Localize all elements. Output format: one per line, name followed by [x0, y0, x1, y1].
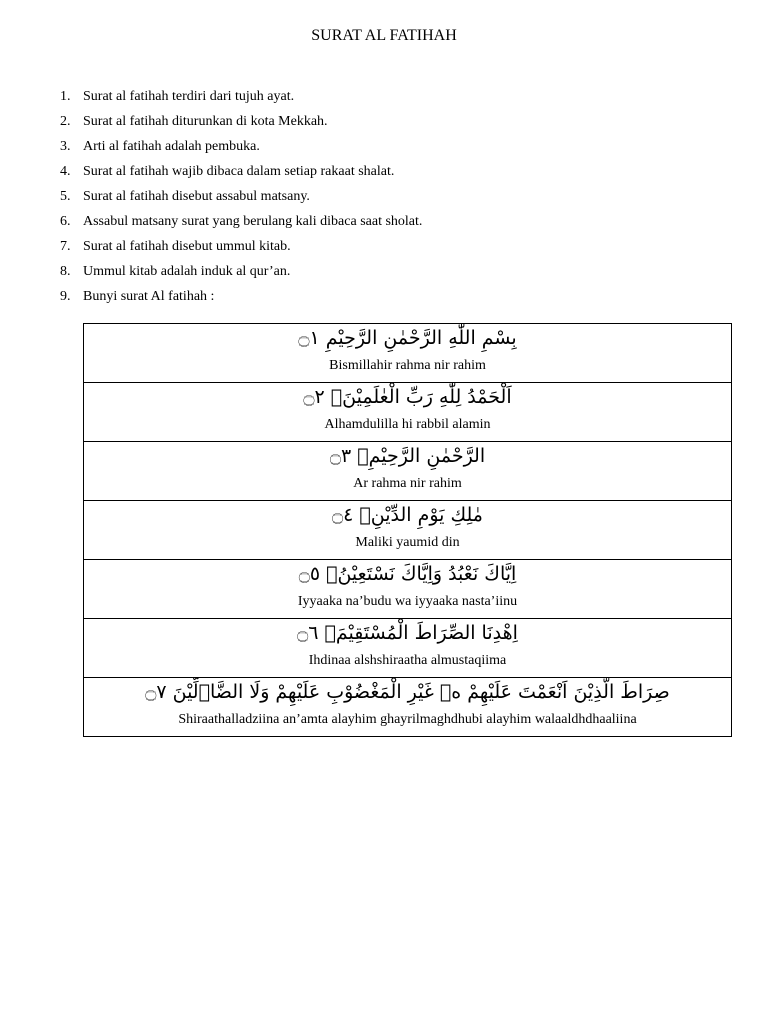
list-item-number: 5. — [60, 189, 71, 204]
list-item-text: Surat al fatihah disebut assabul matsany. — [83, 189, 310, 204]
ayat-row — [84, 442, 731, 501]
arabic-verse: الرَّحْمٰنِ الرَّحِيْمِۙ ۝٣ — [329, 445, 486, 467]
ayat-row — [84, 383, 731, 442]
list-item — [0, 184, 768, 209]
list-item — [0, 109, 768, 134]
list-item-number: 6. — [60, 214, 71, 229]
list-item — [0, 234, 768, 259]
verse-transliteration: Alhamdulilla hi rabbil alamin — [324, 417, 491, 432]
verse-transliteration: Iyyaaka na’budu wa iyyaaka nasta’iinu — [297, 594, 518, 609]
list-item-text: Ummul kitab adalah induk al qur’an. — [83, 264, 291, 279]
ayat-row — [84, 560, 731, 619]
page-title: SURAT AL FATIHAH — [311, 27, 457, 44]
verse-transliteration: Ihdinaa alshshiraatha almustaqiima — [308, 653, 507, 668]
list-item-number: 4. — [60, 164, 71, 179]
list-item-text: Assabul matsany surat yang berulang kali dibaca saat sholat. — [83, 214, 423, 229]
list-item-text: Surat al fatihah wajib dibaca dalam setiap rakaat shalat. — [83, 164, 395, 179]
list-item — [0, 159, 768, 184]
list-item — [0, 134, 768, 159]
verse-transliteration: Bismillahir rahma nir rahim — [329, 358, 486, 373]
verse-transliteration: Ar rahma nir rahim — [353, 476, 462, 491]
arabic-verse: مٰلِكِ يَوْمِ الدِّيْنِۗ ۝٤ — [331, 504, 483, 526]
list-item-number: 8. — [60, 264, 71, 279]
arabic-verse: اِهْدِنَا الصِّرَاطَ الْمُسْتَقِيْمَۙ ۝٦ — [297, 622, 518, 644]
verse-transliteration: Shiraathalladziina an’amta alayhim ghayrilmaghdhubi alayhim walaaldhdhaaliina — [178, 712, 637, 727]
list-item — [0, 259, 768, 284]
arabic-verse: اِيَّاكَ نَعْبُدُ وَاِيَّاكَ نَسْتَعِيْنُۗ ۝٥ — [298, 563, 517, 585]
list-item — [0, 209, 768, 234]
list-item-text: Surat al fatihah diturunkan di kota Mekkah. — [83, 114, 328, 129]
arabic-verse: اَلْحَمْدُ لِلّٰهِ رَبِّ الْعٰلَمِيْنَۙ ۝٢ — [303, 386, 512, 408]
list-item-text: Surat al fatihah terdiri dari tujuh ayat. — [83, 89, 295, 104]
list-item-number: 3. — [60, 139, 71, 154]
arabic-verse: بِسْمِ اللّٰهِ الرَّحْمٰنِ الرَّحِيْمِ ۝١ — [298, 327, 517, 349]
list-item-number: 2. — [60, 114, 71, 129]
ayat-row — [84, 619, 731, 678]
list-item-text: Surat al fatihah disebut ummul kitab. — [83, 239, 291, 254]
arabic-verse: صِرَاطَ الَّذِيْنَ اَنْعَمْتَ عَلَيْهِمْ ەۙ غَيْرِ الْمَغْضُوْبِ عَلَيْهِمْ وَلَا الضَّاۤلِّيْنَ ۝٧ — [145, 681, 670, 703]
ayat-row — [84, 324, 731, 383]
ayat-table — [83, 323, 732, 737]
ayat-row — [84, 501, 731, 560]
verse-transliteration: Maliki yaumid din — [355, 535, 460, 550]
list-item-number: 9. — [60, 289, 71, 304]
list-item-number: 1. — [60, 89, 71, 104]
list-item — [0, 84, 768, 109]
list-item-text: Bunyi surat Al fatihah : — [83, 289, 215, 304]
list-item-number: 7. — [60, 239, 71, 254]
numbered-list — [0, 84, 768, 309]
list-item — [0, 284, 768, 309]
list-item-text: Arti al fatihah adalah pembuka. — [83, 139, 260, 154]
ayat-row — [84, 678, 731, 737]
